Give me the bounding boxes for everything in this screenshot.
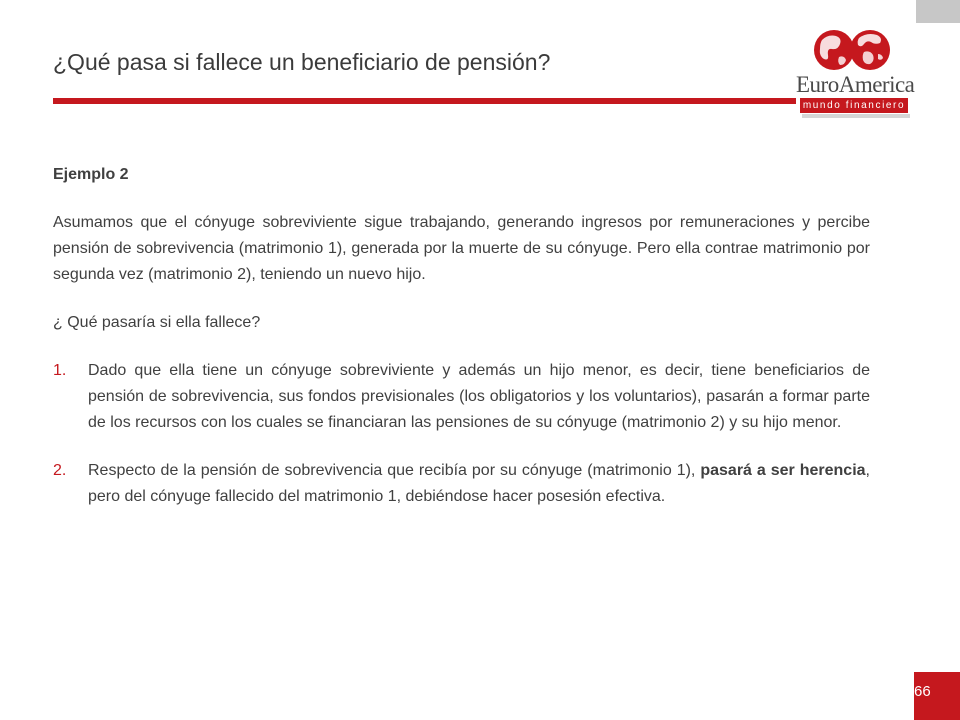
- list-item-number: 2.: [53, 462, 67, 479]
- logo-underbar: [802, 114, 910, 118]
- title-underline: [53, 98, 911, 104]
- logo-tagline: mundo financiero: [800, 98, 908, 113]
- list-item-text: Dado que ella tiene un cónyuge sobreviviente y además un hijo menor, es decir, tiene beneficiarios de pensión de sobrevivencia, sus fondos previsionales (los obligatorios y los voluntarios), pasarán a formar parte de los recursos con los cuales se financiaran las pensiones de su cónyuge (matrimonio 2) y su hijo menor.: [88, 362, 870, 431]
- list-item: [53, 358, 870, 436]
- highlighted-phrase: pasará a ser herencia: [700, 462, 866, 479]
- slide-title: ¿Qué pasa si fallece un beneficiario de pensión?: [53, 49, 551, 75]
- page-number: 66: [914, 683, 931, 700]
- list-item-number: 1.: [53, 362, 67, 379]
- intro-paragraph: Asumamos que el cónyuge sobreviviente sigue trabajando, generando ingresos por remuneraciones y percibe pensión de sobrevivencia (matrimonio 1), generada por la muerte de su cónyuge. Pero ella contrae matrimonio por segunda vez (matrimonio 2), teniendo un nuevo hijo.: [53, 214, 870, 283]
- example-heading: Ejemplo 2: [53, 166, 129, 183]
- corner-decoration: [916, 0, 960, 23]
- list-item-text: [88, 462, 870, 505]
- list-item: [53, 458, 870, 510]
- list-item-text-end: , pero del cónyuge fallecido del matrimonio 1, debiéndose hacer posesión efectiva.: [88, 462, 870, 505]
- slide-content: [53, 162, 870, 510]
- question-line: ¿ Qué pasaría si ella fallece?: [53, 314, 261, 331]
- list-item-text-start: Respecto de la pensión de sobrevivencia que recibía por su cónyuge (matrimonio 1),: [88, 462, 701, 479]
- logo-wordmark: EuroAmerica: [796, 72, 915, 97]
- euroamerica-logo: [796, 20, 915, 118]
- globe-logo-icon: [812, 24, 896, 76]
